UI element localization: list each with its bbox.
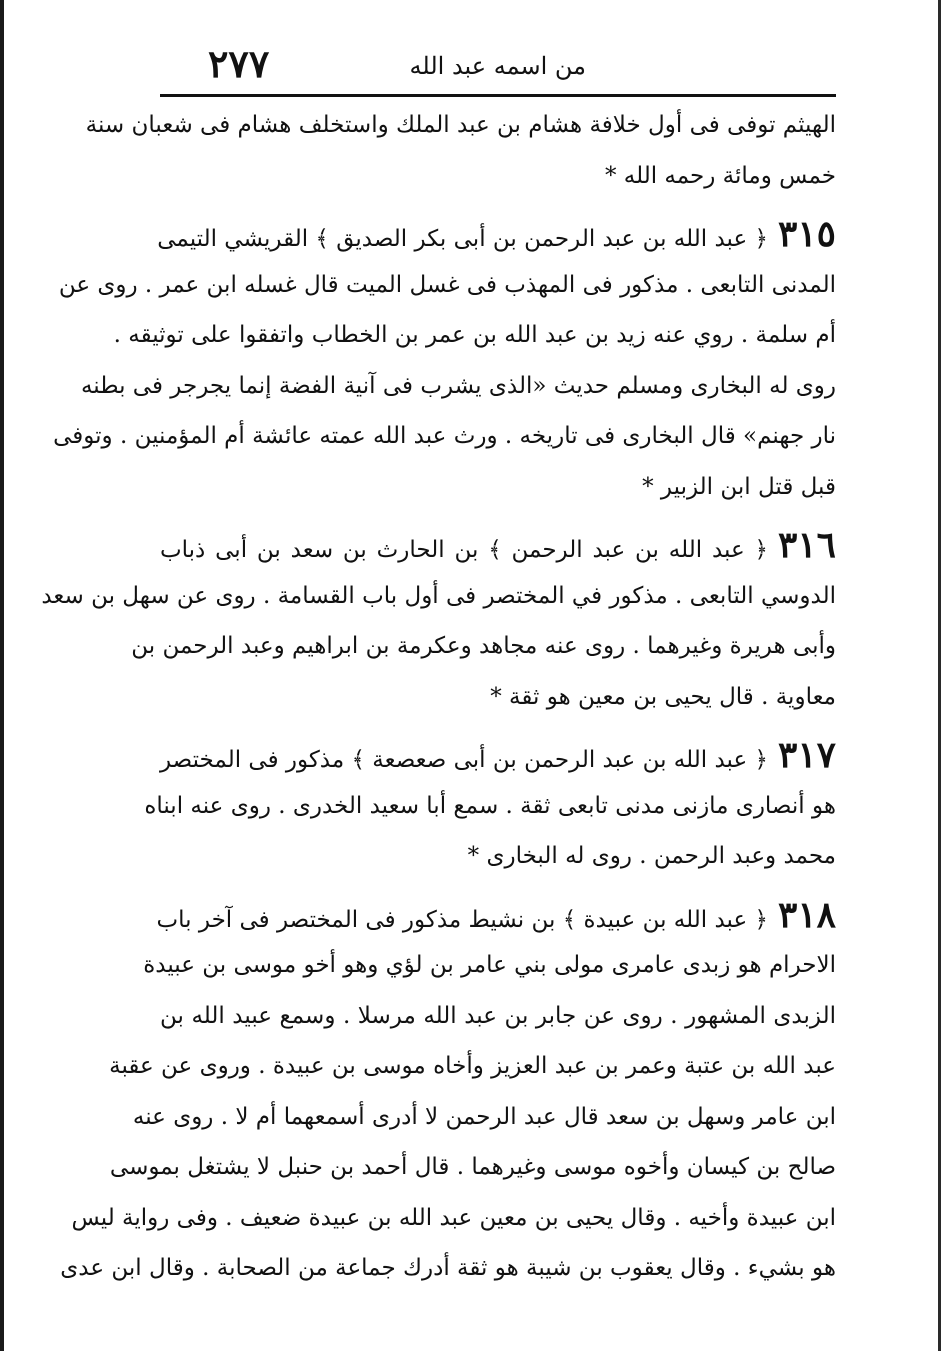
entry-317 bbox=[144, 730, 836, 882]
entry-heading-line bbox=[156, 890, 836, 941]
body-text bbox=[41, 100, 836, 1294]
page-number: ٢٧٧ bbox=[208, 41, 270, 86]
text-line: هو بشيء . وقال يعقوب بن شيبة هو ثقة أدرك جماعة من الصحابة . وقال ابن عدى bbox=[60, 1255, 836, 1281]
header-rule bbox=[160, 94, 836, 97]
entry-title: ﴿ عبد الله بن عبد الرحمن ﴾ بن الحارث بن سعد بن أبى ذباب bbox=[160, 537, 768, 563]
text-line: المدنى التابعى . مذكور فى المهذب فى غسل الميت قال غسله ابن عمر . روى عن bbox=[58, 271, 836, 298]
text-line: محمد وعبد الرحمن . روى له البخارى * bbox=[467, 843, 836, 869]
entry-number: ٣١٥ bbox=[777, 213, 836, 255]
text-line: نار جهنم» قال البخارى فى تاريخه . ورث عبد الله عمته عائشة أم المؤمنين . وتوفى bbox=[53, 423, 836, 449]
entry-title: ﴿ عبد الله بن عبيدة ﴾ بن نشيط مذكور فى المختصر فى آخر باب bbox=[156, 906, 768, 933]
scan-right-edge bbox=[938, 0, 941, 1351]
text-line: وأبى هريرة وغيرهما . روى عنه مجاهد وعكرمة بن ابراهيم وعبد الرحمن بن bbox=[131, 633, 836, 659]
text-line: الزبدى المشهور . روى عن جابر بن عبد الله مرسلا . وسمع عبيد الله بن bbox=[160, 1002, 836, 1029]
text-line: خمس ومائة رحمه الله * bbox=[604, 162, 836, 189]
text-line: أم سلمة . روي عنه زيد بن عبد الله بن عمر بن الخطاب واتفقوا على توثيقه . bbox=[113, 322, 836, 348]
text-line: الهيثم توفى فى أول خلافة هشام بن عبد الملك واستخلف هشام فى شعبان سنة bbox=[85, 112, 836, 138]
entry-title: ﴿ عبد الله بن عبد الرحمن بن أبى صعصعة ﴾ مذكور فى المختصر bbox=[159, 747, 768, 773]
entry-heading-line bbox=[160, 730, 836, 781]
entry-315 bbox=[53, 209, 836, 512]
text-line: ابن عامر وسهل بن سعد قال عبد الرحمن لا أدرى أسمعهما أم لا . روى عنه bbox=[132, 1103, 836, 1130]
text-line: معاوية . قال يحيى بن معين هو ثقة * bbox=[490, 683, 836, 710]
text-line: هو أنصارى مازنى مدنى تابعى ثقة . سمع أبا سعيد الخدرى . روى عنه ابناه bbox=[144, 792, 836, 819]
entry-title: ﴿ عبد الله بن عبد الرحمن بن أبى بكر الصديق ﴾ القريشي التيمى bbox=[157, 226, 768, 252]
entry-number: ٣١٦ bbox=[777, 524, 836, 566]
entry-318 bbox=[60, 890, 836, 1294]
entry-316 bbox=[41, 520, 836, 722]
entry-number: ٣١٧ bbox=[777, 734, 836, 776]
text-line: عبد الله بن عتبة وعمر بن عبد العزيز وأخاه موسى بن عبيدة . وروى عن عقبة bbox=[109, 1053, 836, 1079]
scan-left-edge bbox=[0, 0, 4, 1351]
entry-heading-line bbox=[157, 209, 836, 260]
running-head: من اسمه عبد الله bbox=[409, 52, 586, 80]
text-line: ابن عبيدة وأخيه . وقال يحيى بن معين عبد الله بن عبيدة ضعيف . وفى رواية ليس bbox=[71, 1204, 836, 1231]
text-line: الاحرام هو زبدى عامرى مولى بني عامر بن لؤي وهو أخو موسى بن عبيدة bbox=[143, 952, 836, 978]
text-line: روى له البخارى ومسلم حديث «الذى يشرب فى آنية الفضة إنما يجرجر فى بطنه bbox=[80, 372, 836, 399]
text-line: قبل قتل ابن الزبير * bbox=[642, 473, 836, 500]
page-header bbox=[160, 41, 836, 92]
entry-number: ٣١٨ bbox=[777, 893, 836, 936]
text-line: صالح بن كيسان وأخوه موسى وغيرهما . قال أحمد بن حنبل لا يشتغل بموسى bbox=[109, 1154, 836, 1180]
text-line: الدوسي التابعى . مذكور في المختصر فى أول باب القسامة . روى عن سهل بن سعد bbox=[41, 582, 836, 609]
paragraph-continuation bbox=[85, 100, 836, 201]
entry-heading-line bbox=[160, 520, 836, 571]
